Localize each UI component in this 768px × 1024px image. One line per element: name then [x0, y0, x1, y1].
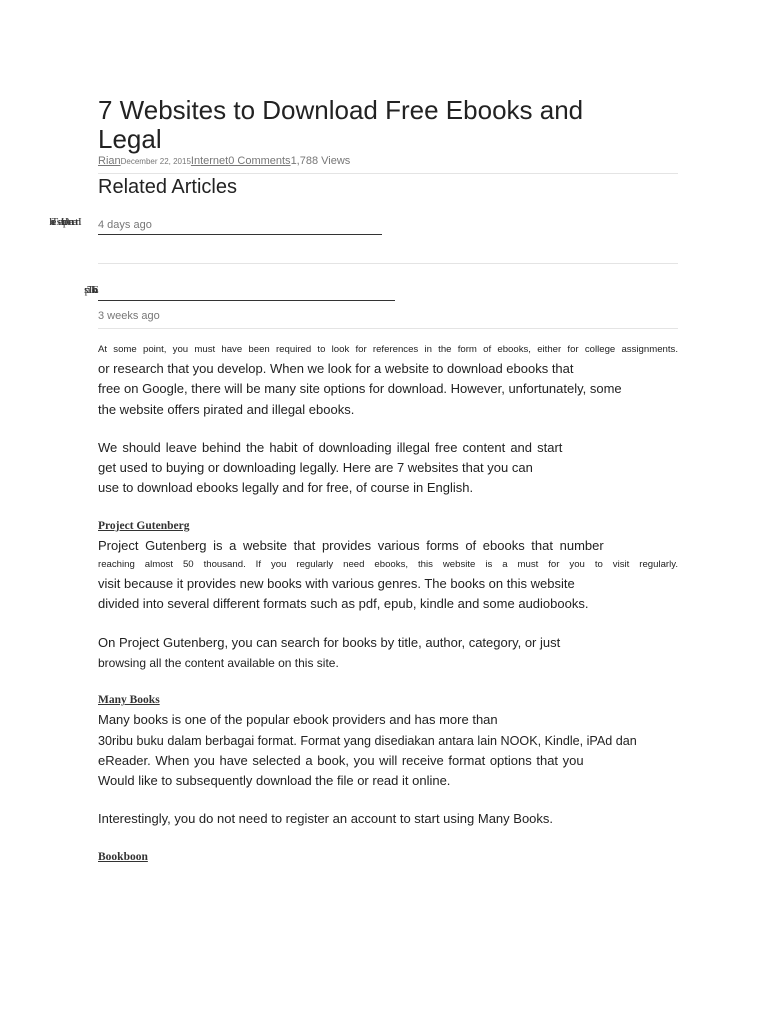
- section-title-many-books[interactable]: Many Books: [98, 694, 160, 707]
- article-body: [98, 341, 678, 867]
- paragraph-line: divided into several different formats such as pdf, epub, kindle and some audiobooks.: [98, 596, 589, 612]
- view-count: 1,788 Views: [290, 155, 351, 167]
- related-article-date: 3 weeks ago: [98, 310, 160, 322]
- paragraph-line: Project Gutenberg is a website that provides various forms of ebooks that number: [98, 537, 604, 553]
- paragraph-line: Many books is one of the popular ebook providers and has more than: [98, 712, 498, 728]
- paragraph-line: On Project Gutenberg, you can search for books by title, author, category, or just: [98, 634, 561, 650]
- paragraph-line: 30ribu buku dalam berbagai format. Format yang disediakan antara lain NOOK, Kindle, iPAd dan: [98, 733, 637, 748]
- paragraph-line: At some point, you must have been required to look for references in the form of ebooks, either for college assignments.: [98, 344, 678, 355]
- article-title-line-1: 7 Websites to Download Free Ebooks and: [98, 95, 584, 125]
- related-article-item: [98, 264, 678, 328]
- paragraph-line: We should leave behind the habit of downloading illegal free content and start: [98, 439, 563, 455]
- paragraph-line: Interestingly, you do not need to register an account to start using Many Books.: [98, 811, 554, 827]
- author-link[interactable]: Rian: [98, 155, 121, 167]
- divider: [98, 173, 678, 174]
- divider: [98, 328, 678, 329]
- paragraph-line: use to download ebooks legally and for free, of course in English.: [98, 480, 474, 496]
- related-article-underline: [98, 234, 382, 235]
- comments-link[interactable]: 0 Comments: [228, 155, 291, 167]
- paragraph-line: free on Google, there will be many site options for download. However, unfortunately, some: [98, 381, 622, 397]
- paragraph-line: or research that you develop. When we look for a website to download ebooks that: [98, 361, 574, 376]
- section-title-project-gutenberg[interactable]: Project Gutenberg: [98, 519, 190, 532]
- paragraph-line: get used to buying or downloading legally. Here are 7 websites that you can: [98, 460, 533, 476]
- paragraph-line: reaching almost 50 thousand. If you regularly need ebooks, this website is a must for you to visit regularly.: [98, 559, 678, 571]
- paragraph-line: browsing all the content available on this site.: [98, 655, 339, 670]
- paragraph-line: eReader. When you have selected a book, you will receive format options that you: [98, 752, 584, 768]
- paragraph-line: visit because it provides new books with various genres. The books on this website: [98, 576, 575, 592]
- related-article-underline: [98, 300, 395, 301]
- related-article-item: [98, 199, 678, 263]
- article-meta: [98, 154, 678, 169]
- paragraph-line: Would like to subsequently download the file or read it online.: [98, 773, 451, 789]
- paragraph-line: the website offers pirated and illegal ebooks.: [98, 401, 355, 417]
- category-link[interactable]: Internet: [190, 155, 229, 167]
- publish-date: December 22, 2015: [120, 157, 191, 166]
- related-article-date: 4 days ago: [98, 219, 152, 231]
- section-title-bookboon[interactable]: Bookboon: [98, 850, 148, 863]
- article: [98, 96, 678, 867]
- article-title: [98, 96, 678, 154]
- article-title-line-2: Legal: [98, 124, 162, 154]
- related-articles-heading: Related Articles: [98, 176, 237, 198]
